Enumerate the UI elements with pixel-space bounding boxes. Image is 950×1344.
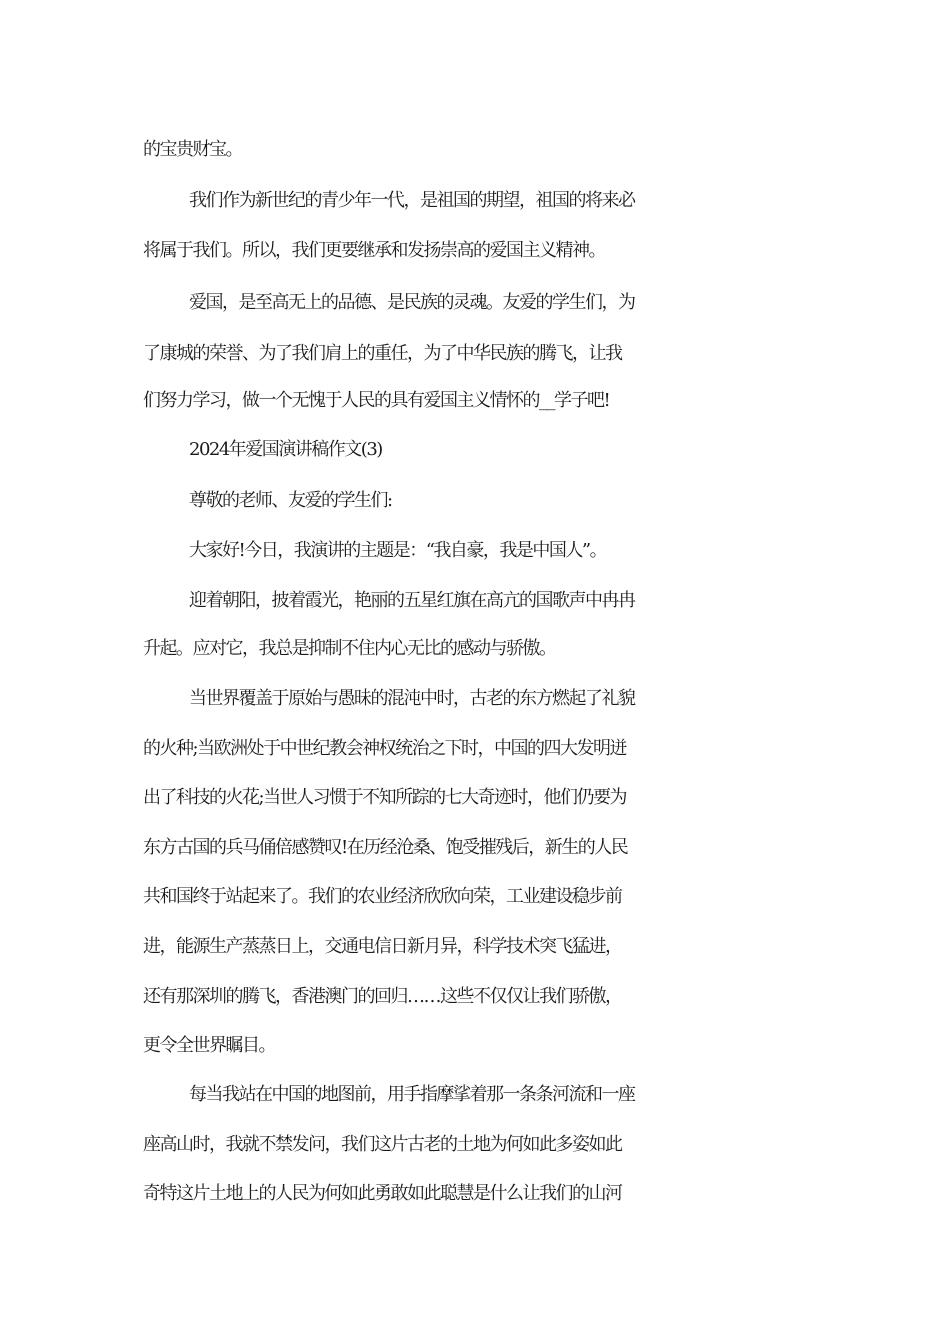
text-line: 进，能源生产蒸蒸日上，交通电信日新月异，科学技术突飞猛进，: [143, 936, 622, 957]
text-line: 的火种;当欧洲处于中世纪教会神权统治之下时，中国的四大发明迸: [143, 738, 627, 759]
text-line: 奇特这片土地上的人民为何如此勇敢如此聪慧是什么让我们的山河: [143, 1183, 622, 1204]
section-title: 2024年爱国演讲稿作文(3): [189, 439, 382, 460]
paragraph-start-line: 每当我站在中国的地图前，用手指摩挲着那一条条河流和一座: [189, 1084, 635, 1105]
paragraph-start-line: 迎着朝阳，披着霞光，艳丽的五星红旗在高亢的国歌声中冉冉: [189, 590, 635, 611]
text-line: 还有那深圳的腾飞，香港澳门的回归……这些不仅仅让我们骄傲，: [143, 986, 622, 1007]
text-line: 东方古国的兵马俑倍感赞叹!在历经沧桑、饱受摧残后，新生的人民: [143, 837, 628, 858]
text-line: 的宝贵财宝。: [143, 139, 242, 160]
text-line: 将属于我们。所以，我们更要继承和发扬崇高的爱国主义精神。: [143, 240, 605, 261]
text-line: 座高山时，我就不禁发问，我们这片古老的土地为何如此多姿如此: [143, 1134, 622, 1155]
text-line: 出了科技的火花;当世人习惯于不知所踪的七大奇迹时，他们仍要为: [143, 787, 627, 808]
text-line: 们努力学习，做一个无愧于人民的具有爱国主义情怀的__学子吧!: [143, 390, 610, 411]
paragraph-start-line: 爱国，是至高无上的品德、是民族的灵魂。友爱的学生们，为: [189, 292, 635, 313]
text-line: 了康城的荣誉、为了我们肩上的重任，为了中华民族的腾飞，让我: [143, 343, 622, 364]
text-line: 共和国终于站起来了。我们的农业经济欣欣向荣，工业建设稳步前: [143, 886, 622, 907]
greeting-line: 大家好!今日，我演讲的主题是：“我自豪，我是中国人”。: [189, 540, 607, 561]
paragraph-start-line: 当世界覆盖于原始与愚昧的混沌中时，古老的东方燃起了礼貌: [189, 688, 635, 709]
paragraph-start-line: 我们作为新世纪的青少年一代，是祖国的期望，祖国的将来必: [189, 190, 635, 211]
text-line: 更令全世界瞩目。: [143, 1035, 275, 1056]
salutation: 尊敬的老师、友爱的学生们:: [189, 490, 392, 511]
text-line: 升起。应对它，我总是抑制不住内心无比的感动与骄傲。: [143, 638, 556, 659]
